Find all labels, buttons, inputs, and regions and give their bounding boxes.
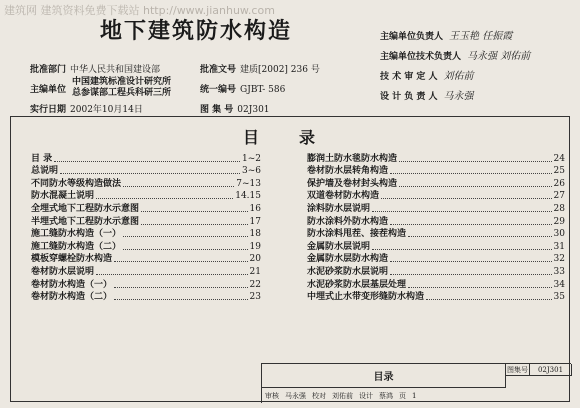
signature: 马永强 <box>443 91 474 102</box>
page-title: 地下建筑防水构造 <box>100 18 293 44</box>
editor-unit-label: 主编单位 <box>30 85 67 95</box>
responsible-row: 主编单位技术负责人 马永强 刘佑前 <box>380 51 531 62</box>
unified-no: 统一编号 GJBT- 586 <box>200 85 286 95</box>
editor-unit-names: 中国建筑标准设计研究所 总参谋部工程兵科研三所 <box>72 77 172 98</box>
toc-left-column <box>31 151 261 302</box>
toc-entry[interactable]: 施工缝防水构造（二） 19 <box>31 241 261 252</box>
toc-entry[interactable]: 涂料防水层说明 28 <box>307 203 565 214</box>
toc-entry[interactable]: 卷材防水层说明 21 <box>31 266 261 277</box>
toc-entry[interactable]: 模板穿螺栓防水构造 20 <box>31 254 261 265</box>
signature: 王玉艳 任振霞 <box>449 31 513 42</box>
title-block-atlas-value: 02J301 <box>530 364 572 376</box>
toc-entry[interactable]: 卷材防水构造（一） 22 <box>31 279 261 290</box>
signature: 马永强 刘佑前 <box>467 51 531 62</box>
toc-entry[interactable]: 总说明 3~6 <box>31 166 261 177</box>
toc-frame <box>10 116 570 402</box>
toc-entry[interactable]: 防水混凝土说明 14.15 <box>31 191 261 202</box>
toc-title: 目录 <box>243 128 356 147</box>
title-block-name: 目录 <box>262 364 506 388</box>
title-block-atlas-label: 图集号 <box>506 364 530 376</box>
effective-date: 实行日期 2002年10月14日 <box>30 105 143 115</box>
toc-entry[interactable]: 防水涂料甩茬、接茬构造 30 <box>307 229 565 240</box>
toc-entry[interactable]: 中埋式止水带变形缝防水构造 35 <box>307 292 565 303</box>
toc-entry[interactable]: 膨润土防水毯防水构造 24 <box>307 153 565 164</box>
responsible-row: 设 计 负 责 人 马永强 <box>380 91 474 102</box>
toc-entry[interactable]: 防水涂料外防水构造 29 <box>307 216 565 227</box>
toc-entry[interactable]: 目 录 1~2 <box>31 153 261 164</box>
toc-entry[interactable]: 不同防水等级构造做法 7~13 <box>31 178 261 189</box>
toc-entry[interactable]: 水泥砂浆防水层说明 33 <box>307 266 565 277</box>
toc-right-column <box>307 151 565 302</box>
toc-entry[interactable]: 水泥砂浆防水层基层处理 34 <box>307 279 565 290</box>
toc-entry[interactable]: 双道卷材防水构造 27 <box>307 191 565 202</box>
toc-entry[interactable]: 卷材防水层转角构造 25 <box>307 166 565 177</box>
toc-entry[interactable]: 施工缝防水构造（一） 18 <box>31 229 261 240</box>
toc-entry[interactable]: 全埋式地下工程防水示意图 16 <box>31 203 261 214</box>
approve-no: 批准文号 建质[2002] 236 号 <box>200 65 320 75</box>
toc-entry[interactable]: 半埋式地下工程防水示意图 17 <box>31 216 261 227</box>
toc-entry[interactable]: 卷材防水构造（二） 23 <box>31 292 261 303</box>
atlas-no: 图 集 号 02J301 <box>200 105 270 115</box>
drawing-title-block <box>261 363 571 403</box>
toc-entry[interactable]: 保护墙及卷材封头构造 26 <box>307 178 565 189</box>
responsible-row: 技 术 审 定 人 刘佑前 <box>380 71 474 82</box>
site-watermark: 建筑网 建筑资料免费下载站 http://www.jianhuw.com <box>4 4 275 17</box>
approve-dept: 批准部门 中华人民共和国建设部 <box>30 65 161 75</box>
signature: 刘佑前 <box>443 71 474 82</box>
responsible-row: 主编单位负责人 王玉艳 任振霞 <box>380 31 513 42</box>
toc-entry[interactable]: 金属防水层防水构造 32 <box>307 254 565 265</box>
title-block-signoff-row: 审核 马永强 校对 刘佑前 设计 蔡鸿 页 1 <box>265 392 417 400</box>
toc-entry[interactable]: 金属防水层说明 31 <box>307 241 565 252</box>
